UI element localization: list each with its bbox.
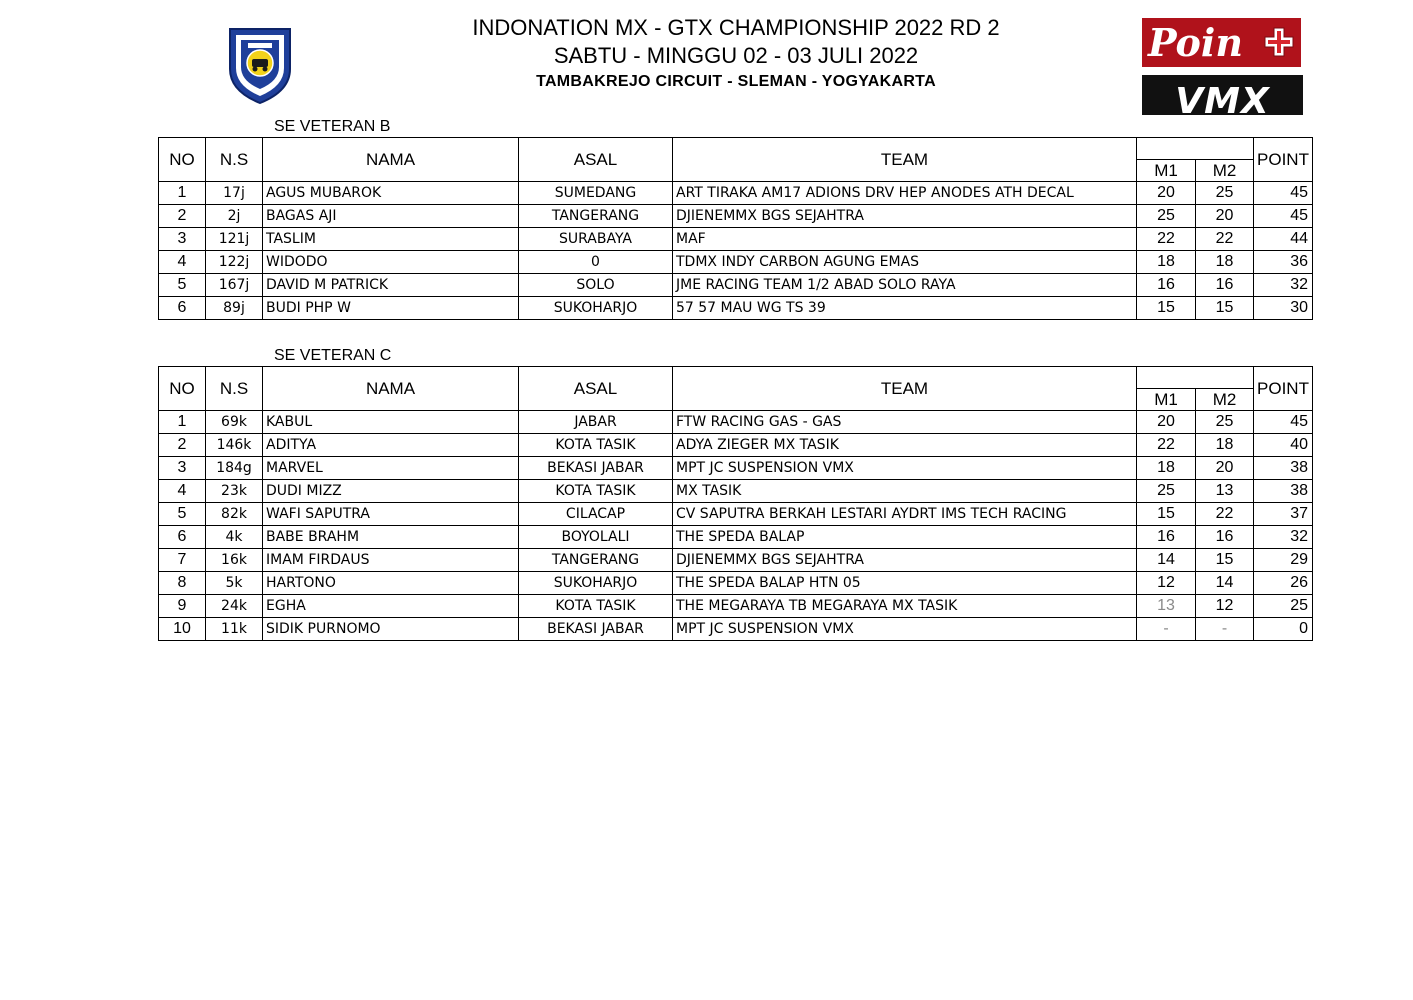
cell-nama: BAGAS AJI [263,205,519,228]
cell-nama: WIDODO [263,251,519,274]
section-label-veteran-c: SE VETERAN C [274,347,392,364]
cell-point: 44 [1254,228,1313,251]
table-row [159,480,1313,503]
cell-point: 26 [1254,572,1313,595]
cell-m2: 25 [1196,182,1254,205]
cell-no: 1 [159,182,206,205]
cell-asal: SUKOHARJO [519,297,673,320]
cell-m1: 15 [1137,503,1196,526]
table-row [159,411,1313,434]
cell-nama: TASLIM [263,228,519,251]
cell-asal: BEKASI JABAR [519,618,673,641]
cell-m1: 16 [1137,274,1196,297]
cell-no: 5 [159,274,206,297]
cell-m2: 16 [1196,274,1254,297]
cell-no: 10 [159,618,206,641]
cell-team: CV SAPUTRA BERKAH LESTARI AYDRT IMS TECH RACING [673,503,1137,526]
col-header-nama: NAMA [263,138,519,182]
table-row [159,251,1313,274]
cell-asal: TANGERANG [519,549,673,572]
cell-m2: 20 [1196,457,1254,480]
col-header-team: TEAM [673,138,1137,182]
table-row [159,274,1313,297]
cell-no: 4 [159,480,206,503]
event-venue: TAMBAKREJO CIRCUIT - SLEMAN - YOGYAKARTA [536,73,936,90]
cell-m2: 22 [1196,503,1254,526]
table-row [159,228,1313,251]
table-row [159,297,1313,320]
cell-ns: 5k [206,572,263,595]
cell-point: 45 [1254,205,1313,228]
cell-m1: 20 [1137,411,1196,434]
col-header-team: TEAM [673,367,1137,411]
cell-nama: SIDIK PURNOMO [263,618,519,641]
cell-team: MPT JC SUSPENSION VMX [673,618,1137,641]
cell-point: 45 [1254,411,1313,434]
cell-ns: 184g [206,457,263,480]
cell-ns: 11k [206,618,263,641]
sponsor-vmx-text: VMX [1175,81,1270,115]
col-header-m1: M1 [1137,160,1196,182]
cell-asal: SURABAYA [519,228,673,251]
cell-ns: 69k [206,411,263,434]
cell-m2: 16 [1196,526,1254,549]
cell-point: 0 [1254,618,1313,641]
col-header-ns: N.S [206,367,263,411]
cell-nama: WAFI SAPUTRA [263,503,519,526]
table-row [159,205,1313,228]
cell-no: 5 [159,503,206,526]
cell-point: 40 [1254,434,1313,457]
cell-m2: 18 [1196,434,1254,457]
cell-point: 32 [1254,526,1313,549]
cell-m1: 16 [1137,526,1196,549]
cell-nama: EGHA [263,595,519,618]
cell-nama: KABUL [263,411,519,434]
cell-team: MPT JC SUSPENSION VMX [673,457,1137,480]
col-header-nama: NAMA [263,367,519,411]
col-header-asal: ASAL [519,367,673,411]
cell-m2: 14 [1196,572,1254,595]
cell-m2: 18 [1196,251,1254,274]
cell-no: 1 [159,411,206,434]
cell-team: THE SPEDA BALAP [673,526,1137,549]
cell-no: 7 [159,549,206,572]
col-header-asal: ASAL [519,138,673,182]
col-header-point: POINT [1254,138,1313,182]
cell-asal: KOTA TASIK [519,480,673,503]
cell-asal: SUKOHARJO [519,572,673,595]
cell-team: THE MEGARAYA TB MEGARAYA MX TASIK [673,595,1137,618]
table-row [159,457,1313,480]
col-header-m2: M2 [1196,389,1254,411]
sponsor-point-logo [1142,18,1301,67]
cell-point: 37 [1254,503,1313,526]
cell-ns: 121j [206,228,263,251]
results-body-veteran-b [159,182,1313,320]
cell-m2: 22 [1196,228,1254,251]
cell-asal: 0 [519,251,673,274]
col-header-m2: M2 [1196,160,1254,182]
cell-m1: 15 [1137,297,1196,320]
cell-no: 6 [159,297,206,320]
cell-team: TDMX INDY CARBON AGUNG EMAS [673,251,1137,274]
sponsor-vmx-logo [1142,75,1303,115]
cell-team: JME RACING TEAM 1/2 ABAD SOLO RAYA [673,274,1137,297]
table-row [159,182,1313,205]
cell-nama: MARVEL [263,457,519,480]
col-header-moto-group [1137,138,1254,160]
cell-team: FTW RACING GAS - GAS [673,411,1137,434]
cell-ns: 89j [206,297,263,320]
results-body-veteran-c [159,411,1313,641]
cell-team: ART TIRAKA AM17 ADIONS DRV HEP ANODES ATH DECAL [673,182,1137,205]
table-row [159,572,1313,595]
cell-nama: AGUS MUBAROK [263,182,519,205]
cell-m2: - [1196,618,1254,641]
cell-asal: CILACAP [519,503,673,526]
cell-nama: DUDI MIZZ [263,480,519,503]
cell-asal: TANGERANG [519,205,673,228]
col-header-no: NO [159,138,206,182]
cell-point: 30 [1254,297,1313,320]
cell-point: 29 [1254,549,1313,572]
table-row [159,618,1313,641]
cell-asal: KOTA TASIK [519,434,673,457]
cell-point: 32 [1254,274,1313,297]
col-header-moto-group [1137,367,1254,389]
cell-asal: BEKASI JABAR [519,457,673,480]
cell-m1: 18 [1137,457,1196,480]
cell-team: THE SPEDA BALAP HTN 05 [673,572,1137,595]
cell-ns: 146k [206,434,263,457]
cell-team: 57 57 MAU WG TS 39 [673,297,1137,320]
cell-team: MX TASIK [673,480,1137,503]
cell-m2: 13 [1196,480,1254,503]
championship-title: INDONATION MX - GTX CHAMPIONSHIP 2022 RD 2 [472,15,1000,40]
imi-yogyakarta-emblem-icon [224,25,296,105]
col-header-m1: M1 [1137,389,1196,411]
cell-m1: 20 [1137,182,1196,205]
cell-m1: - [1137,618,1196,641]
table-row [159,503,1313,526]
cell-nama: BABE BRAHM [263,526,519,549]
cell-team: MAF [673,228,1137,251]
table-row [159,434,1313,457]
sponsor-point-text: Poin [1148,20,1243,65]
cell-m1: 14 [1137,549,1196,572]
table-row [159,549,1313,572]
cell-ns: 16k [206,549,263,572]
cell-team: ADYA ZIEGER MX TASIK [673,434,1137,457]
cell-ns: 24k [206,595,263,618]
cell-no: 6 [159,526,206,549]
cell-ns: 23k [206,480,263,503]
event-dates: SABTU - MINGGU 02 - 03 JULI 2022 [553,43,919,68]
cell-m2: 25 [1196,411,1254,434]
cell-no: 2 [159,434,206,457]
cell-no: 2 [159,205,206,228]
cell-point: 25 [1254,595,1313,618]
cell-m2: 20 [1196,205,1254,228]
cell-m1: 25 [1137,480,1196,503]
cell-nama: BUDI PHP W [263,297,519,320]
col-header-no: NO [159,367,206,411]
cell-no: 3 [159,228,206,251]
table-row [159,595,1313,618]
cell-ns: 2j [206,205,263,228]
cell-nama: DAVID M PATRICK [263,274,519,297]
cell-m1: 22 [1137,228,1196,251]
cell-no: 9 [159,595,206,618]
cell-no: 8 [159,572,206,595]
cell-m2: 12 [1196,595,1254,618]
col-header-ns: N.S [206,138,263,182]
cell-team: DJIENEMMX BGS SEJAHTRA [673,549,1137,572]
cell-nama: IMAM FIRDAUS [263,549,519,572]
cell-point: 45 [1254,182,1313,205]
cell-ns: 167j [206,274,263,297]
results-table-veteran-b [158,137,1313,320]
cell-ns: 4k [206,526,263,549]
cell-asal: SUMEDANG [519,182,673,205]
cell-no: 3 [159,457,206,480]
cell-no: 4 [159,251,206,274]
cell-ns: 122j [206,251,263,274]
col-header-point: POINT [1254,367,1313,411]
section-label-veteran-b: SE VETERAN B [274,118,391,135]
results-table-veteran-c [158,366,1313,641]
cell-point: 38 [1254,480,1313,503]
cell-m1: 12 [1137,572,1196,595]
cell-nama: HARTONO [263,572,519,595]
cell-ns: 82k [206,503,263,526]
cell-m2: 15 [1196,297,1254,320]
cell-m1: 18 [1137,251,1196,274]
cell-m2: 15 [1196,549,1254,572]
cell-point: 36 [1254,251,1313,274]
cell-nama: ADITYA [263,434,519,457]
cell-asal: JABAR [519,411,673,434]
cell-m1: 22 [1137,434,1196,457]
header-title-block [400,14,1072,94]
plus-icon [1263,26,1295,58]
cell-m1: 13 [1137,595,1196,618]
cell-m1: 25 [1137,205,1196,228]
cell-point: 38 [1254,457,1313,480]
cell-team: DJIENEMMX BGS SEJAHTRA [673,205,1137,228]
cell-asal: KOTA TASIK [519,595,673,618]
cell-asal: SOLO [519,274,673,297]
table-row [159,526,1313,549]
cell-ns: 17j [206,182,263,205]
cell-asal: BOYOLALI [519,526,673,549]
